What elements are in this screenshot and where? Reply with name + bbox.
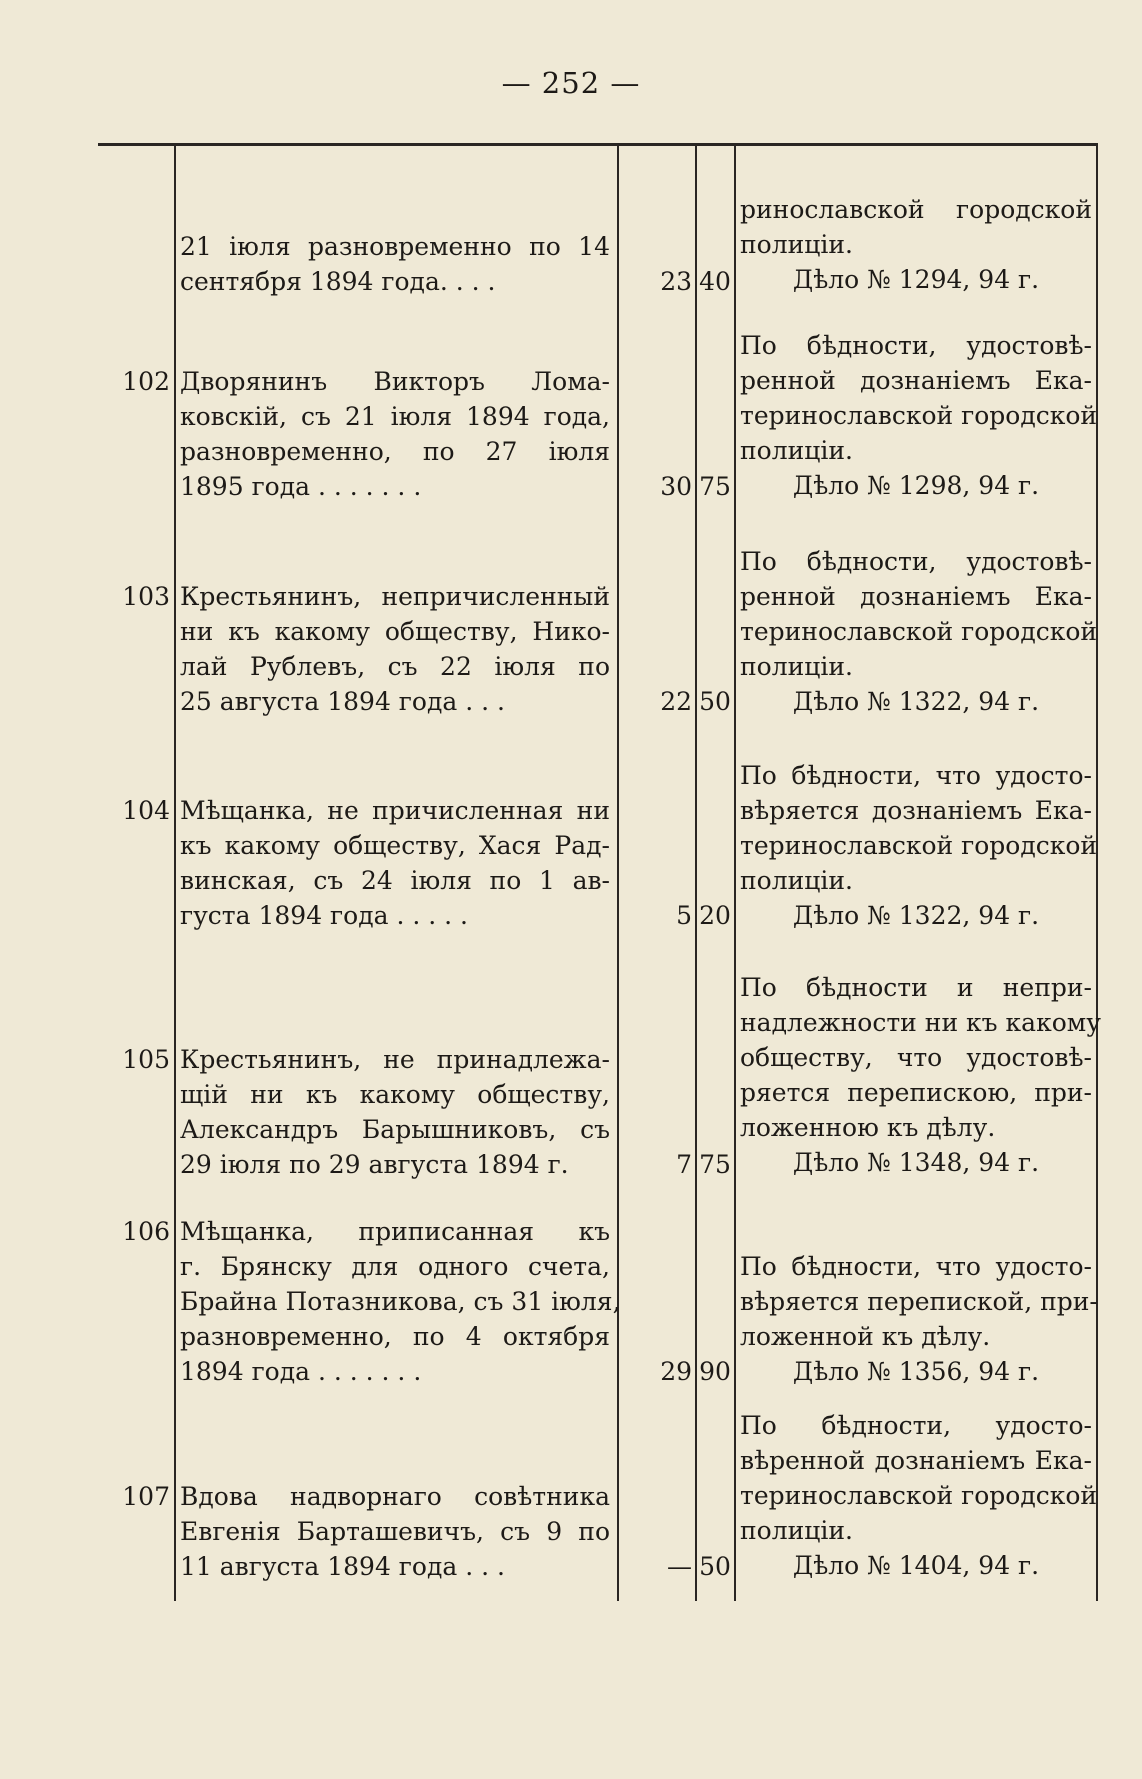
entry-note: По бѣдности, что удосто- вѣряется перепиской, при- ложенной къ дѣлу. Дѣло № 1356, 94 г.: [740, 1249, 1092, 1389]
case-reference: Дѣло № 1294, 94 г.: [792, 265, 1040, 294]
amount-rubles: 29: [660, 1357, 692, 1386]
entry-description: Крестьянинъ, не принадлежа- щій ни къ какому обществу, Александръ Барышниковъ, съ 29 іюля по 29 августа 1894 г.: [180, 1045, 610, 1179]
case-reference: Дѣло № 1348, 94 г.: [792, 1148, 1040, 1177]
amount-rubles: 7: [676, 1150, 692, 1179]
entry-note: По бѣдности, что удосто- вѣряется дознаніемъ Ека- теринославской городской полиціи. Дѣло № 1322, 94 г.: [740, 758, 1092, 933]
amount-rubles: 22: [660, 687, 692, 716]
entry-note: По бѣдности, удостовѣ- ренной дознаніемъ Ека- теринославской городской полиціи. Дѣло № 1322, 94 г.: [740, 544, 1092, 719]
amount-kopecks: 90: [699, 1357, 731, 1386]
entry-note: По бѣдности, удостовѣ- ренной дознаніемъ Ека- теринославской городской полиціи. Дѣло № 1298, 94 г.: [740, 328, 1092, 503]
entry-description: 21 іюля разновременно по 14 сентября 1894 года. . . .: [180, 232, 610, 296]
case-reference: Дѣло № 1298, 94 г.: [792, 471, 1040, 500]
entry-description: Вдова надворнаго совѣтника Евгенія Барташевичъ, съ 9 по 11 августа 1894 года . . .: [180, 1482, 610, 1581]
amount-rubles: 23: [660, 267, 692, 296]
amount-kopecks: 50: [699, 1552, 731, 1581]
entry-number: 105: [122, 1045, 170, 1074]
column-divider: [1096, 146, 1098, 1601]
entry-description: Мѣщанка, не причисленная ни къ какому обществу, Хася Рад- винская, съ 24 іюля по 1 ав- густа 1894 года . . . . .: [180, 796, 610, 930]
entry-number: 106: [122, 1217, 170, 1246]
entry-number: 102: [122, 367, 170, 396]
expense-table: [98, 143, 1101, 1601]
case-reference: Дѣло № 1356, 94 г.: [792, 1357, 1040, 1386]
column-divider: [734, 146, 736, 1601]
entry-note: По бѣдности, удосто- вѣренной дознаніемъ Ека- теринославской городской полиціи. Дѣло № 1404, 94 г.: [740, 1408, 1092, 1583]
amount-rubles: —: [667, 1552, 692, 1581]
entry-description: Мѣщанка, приписанная къ г. Брянску для одного счета, Брайна Потазникова, съ 31 іюля, разновременно, по 4 октября 1894 года . . . . . . .: [180, 1217, 621, 1386]
column-divider: [695, 146, 697, 1601]
amount-rubles: 30: [660, 472, 692, 501]
entry-number: 104: [122, 796, 170, 825]
amount-rubles: 5: [676, 901, 692, 930]
page-number: — 252 —: [501, 66, 641, 100]
entry-note: По бѣдности и непри- надлежности ни къ какому обществу, что удостовѣ- ряется перепискою, при- ложенною къ дѣлу. Дѣло № 1348, 94 г.: [740, 970, 1092, 1180]
column-divider: [617, 146, 619, 1601]
amount-kopecks: 50: [699, 687, 731, 716]
entry-note: ринославской городской полиціи. Дѣло № 1294, 94 г.: [740, 192, 1092, 297]
column-divider: [174, 146, 176, 1601]
amount-kopecks: 75: [699, 1150, 731, 1179]
entry-number: 103: [122, 582, 170, 611]
entry-number: 107: [122, 1482, 170, 1511]
case-reference: Дѣло № 1322, 94 г.: [792, 901, 1040, 930]
amount-kopecks: 20: [699, 901, 731, 930]
case-reference: Дѣло № 1404, 94 г.: [792, 1551, 1040, 1580]
amount-kopecks: 40: [699, 267, 731, 296]
case-reference: Дѣло № 1322, 94 г.: [792, 687, 1040, 716]
amount-kopecks: 75: [699, 472, 731, 501]
entry-description: Дворянинъ Викторъ Лома- ковскій, съ 21 іюля 1894 года, разновременно, по 27 іюля 1895 года . . . . . . .: [180, 367, 610, 501]
entry-description: Крестьянинъ, непричисленный ни къ какому обществу, Нико- лай Рублевъ, съ 22 іюля по 25 августа 1894 года . . .: [180, 582, 610, 716]
